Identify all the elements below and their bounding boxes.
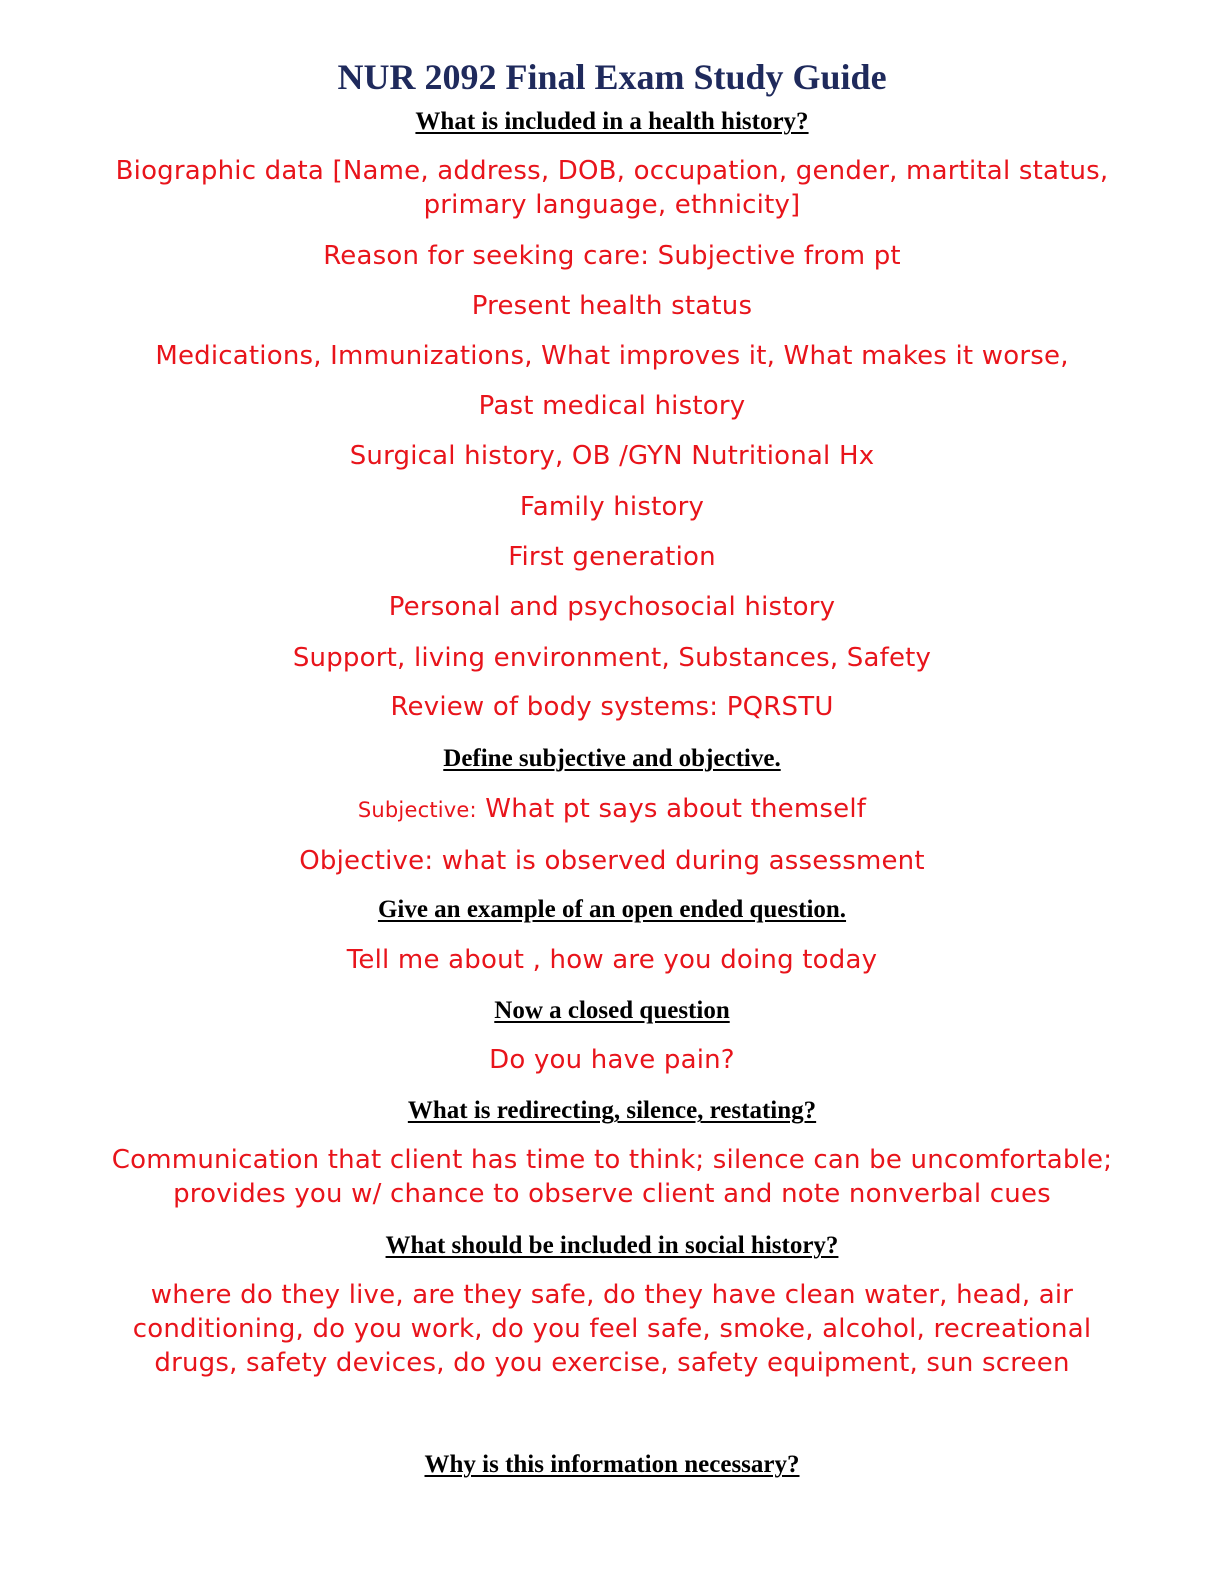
question-closed: Now a closed question <box>494 997 730 1024</box>
answer-line: Communication that client has time to think; silence can be uncomfortable; <box>111 1145 1113 1175</box>
subjective-label: Subjective: <box>357 798 477 822</box>
answer-line: where do they live, are they safe, do they have clean water, head, air <box>150 1280 1074 1310</box>
answer-line: Do you have pain? <box>489 1045 735 1075</box>
answer-line: provides you w/ chance to observe client and note nonverbal cues <box>173 1179 1051 1209</box>
answer-line: Support, living environment, Substances, Safety <box>292 643 932 673</box>
answer-line: First generation <box>508 542 716 572</box>
answer-line: Reason for seeking care: Subjective from pt <box>323 241 901 271</box>
answer-line: Past medical history <box>478 391 746 421</box>
question-redirecting: What is redirecting, silence, restating? <box>407 1097 817 1124</box>
page-title: NUR 2092 Final Exam Study Guide <box>337 57 887 97</box>
answer-line: drugs, safety devices, do you exercise, safety equipment, sun screen <box>154 1348 1070 1378</box>
answer-line: Biographic data [Name, address, DOB, occupation, gender, martital status, <box>115 156 1109 186</box>
answer-line: primary language, ethnicity] <box>423 190 801 220</box>
answer-line: Review of body systems: PQRSTU <box>390 692 834 722</box>
question-subjective-objective: Define subjective and objective. <box>443 745 781 772</box>
answer-line: Objective: what is observed during assessment <box>299 846 925 876</box>
answer-line <box>0 792 1224 827</box>
question-why-necessary: Why is this information necessary? <box>424 1451 800 1478</box>
answer-line: Personal and psychosocial history <box>388 592 836 622</box>
answer-line: Tell me about , how are you doing today <box>346 945 878 975</box>
answer-line: conditioning, do you work, do you feel safe, smoke, alcohol, recreational <box>132 1314 1092 1344</box>
subjective-text: What pt says about themself <box>485 794 867 824</box>
question-open-ended: Give an example of an open ended question. <box>377 896 847 923</box>
answer-line: Family history <box>519 492 705 522</box>
answer-line: Present health status <box>471 291 753 321</box>
answer-line: Surgical history, OB /GYN Nutritional Hx <box>349 441 875 471</box>
question-health-history: What is included in a health history? <box>415 108 809 135</box>
question-social-history: What should be included in social history? <box>385 1232 839 1259</box>
answer-line: Medications, Immunizations, What improves it, What makes it worse, <box>155 341 1069 371</box>
